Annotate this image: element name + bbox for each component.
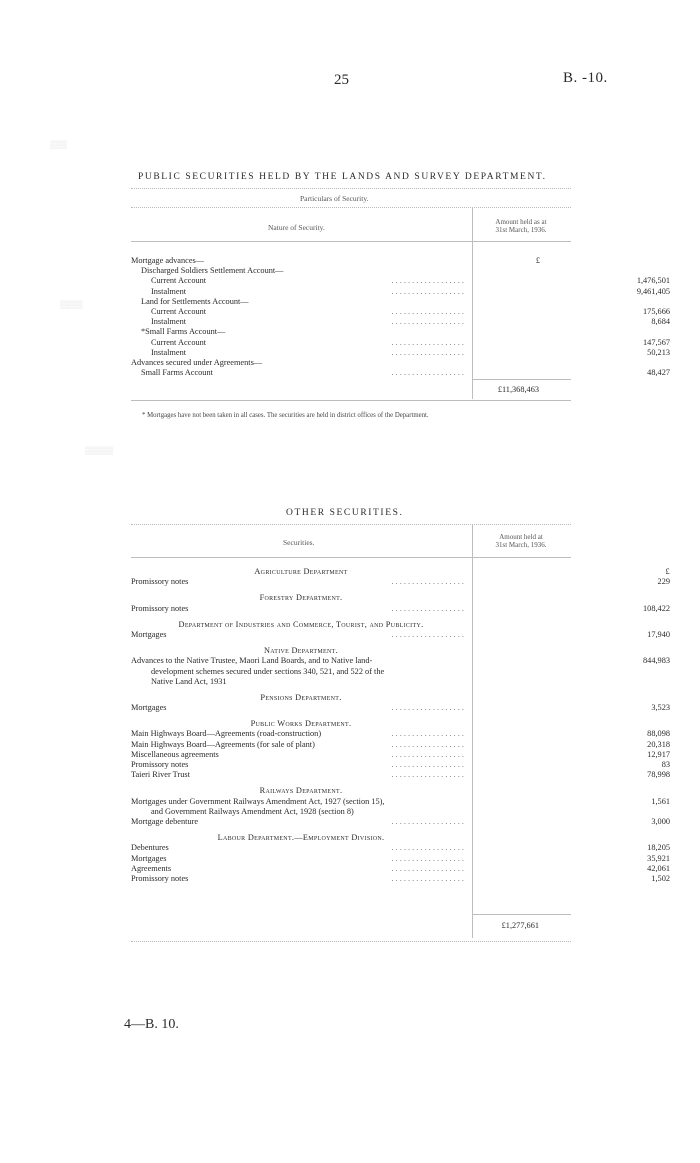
row-label: Mortgage debenture: [131, 816, 199, 826]
leader-dots: . . . . . . . . . . . . . . . . . .: [391, 306, 464, 316]
table2-body: [131, 567, 670, 890]
row-label: Small Farms Account: [141, 368, 213, 378]
row-label: Current Account: [151, 337, 207, 347]
table2-total-rule: [472, 914, 571, 915]
table1-header-group: Particulars of Security.: [300, 194, 369, 203]
leader-dots: . . . . . . . . . . . . . . . . . .: [391, 286, 464, 296]
table1-col-amount-line1: Amount held as at: [495, 218, 547, 226]
leader-dots: . . . . . . . . . . . . . . . . . .: [391, 816, 464, 826]
row-amount: 108,422: [643, 603, 670, 613]
row-amount: 175,666: [643, 306, 670, 316]
leader-dots: . . . . . . . . . . . . . . . . . .: [391, 276, 464, 286]
row-label: Advances secured under Agreements—: [131, 357, 263, 367]
table-row: [131, 853, 670, 864]
document-reference: B. -10.: [563, 70, 608, 86]
table1-bottom-rule: [131, 400, 571, 401]
table2-total: £1,277,661: [501, 921, 539, 930]
row-amount: 3,523: [651, 703, 670, 713]
leader-dots: . . . . . . . . . . . . . . . . . .: [391, 317, 464, 327]
row-amount: 18,205: [647, 843, 670, 853]
table2-title: OTHER SECURITIES.: [286, 508, 404, 518]
page-number: 25: [334, 72, 349, 88]
table-row: [131, 677, 471, 687]
table2-top-rule: [131, 524, 571, 525]
table2-currency: £: [665, 567, 670, 576]
table1-col-nature: Nature of Security.: [268, 223, 325, 232]
row-label: Instalment: [151, 286, 187, 296]
row-amount: 12,917: [647, 749, 670, 759]
table-row: [131, 760, 670, 770]
row-label: Promissory notes: [131, 873, 189, 883]
row-amount: 88,098: [647, 729, 670, 739]
row-label: Advances to the Native Trustee, Maori Land Boards, and to Native land-: [131, 656, 373, 666]
row-amount: 3,000: [651, 816, 670, 826]
row-label: Mortgages under Government Railways Amendment Act, 1927 (section 15),: [131, 796, 385, 806]
leader-dots: . . . . . . . . . . . . . . . . . .: [391, 703, 464, 713]
row-label: Mortgage advances—: [131, 256, 205, 265]
table1-currency: £: [535, 256, 540, 265]
row-label: Land for Settlements Account—: [141, 296, 249, 306]
department-heading: Pensions Department.: [260, 692, 342, 702]
table1-total: £11,368,463: [497, 385, 539, 394]
row-amount: 78,998: [647, 770, 670, 780]
table-row: [131, 656, 670, 666]
table1-total-rule: [472, 379, 571, 380]
row-label: Instalment: [151, 317, 187, 327]
row-amount: 1,476,501: [636, 276, 670, 286]
department-heading: Department of Industries and Commerce, Tourist, and Publicity.: [178, 619, 424, 629]
leader-dots: . . . . . . . . . . . . . . . . . .: [391, 368, 464, 378]
table-row: [131, 749, 670, 760]
section-gap: [131, 884, 471, 890]
row-amount: 83: [661, 760, 670, 769]
table1-column-divider: [472, 207, 473, 399]
row-label: Current Account: [151, 276, 207, 286]
bleed-mark: ▒▒▒: [50, 140, 68, 149]
table-row: [131, 703, 670, 713]
table2-bottom-rule: [131, 941, 571, 942]
bleed-mark: ▒▒▒▒▒: [85, 446, 114, 455]
row-label: Agreements: [131, 863, 172, 873]
table-row: [131, 816, 670, 827]
table-row: [131, 603, 670, 614]
table-row: [131, 667, 471, 677]
department-heading: Railways Department.: [259, 786, 343, 796]
leader-dots: . . . . . . . . . . . . . . . . . .: [391, 577, 464, 587]
table2-col-amount-line1: Amount held at: [499, 533, 543, 541]
row-label: Debentures: [131, 843, 169, 853]
leader-dots: . . . . . . . . . . . . . . . . . .: [391, 739, 464, 749]
leader-dots: . . . . . . . . . . . . . . . . . .: [391, 347, 464, 357]
row-label: Main Highways Board—Agreements (for sale of plant): [131, 739, 315, 749]
table-row: [131, 739, 670, 750]
row-amount: 42,061: [647, 863, 670, 873]
row-label: Promissory notes: [131, 760, 189, 769]
table-row: [131, 863, 670, 874]
row-amount: 147,567: [643, 337, 670, 347]
leader-dots: . . . . . . . . . . . . . . . . . .: [391, 729, 464, 739]
leader-dots: . . . . . . . . . . . . . . . . . .: [391, 770, 464, 780]
row-amount: 35,921: [647, 853, 670, 863]
department-heading: Public Works Department.: [250, 719, 352, 729]
leader-dots: . . . . . . . . . . . . . . . . . .: [391, 749, 464, 759]
row-label: Main Highways Board—Agreements (road-construction): [131, 729, 322, 739]
table-row: [131, 843, 670, 853]
row-amount: 50,213: [647, 347, 670, 357]
row-amount: 844,983: [643, 656, 670, 666]
row-label: Mortgages: [131, 629, 167, 639]
page-footer: 4—B. 10.: [124, 1017, 179, 1032]
row-label: Promissory notes: [131, 603, 189, 613]
leader-dots: . . . . . . . . . . . . . . . . . .: [391, 760, 464, 769]
table1-header-rule: [131, 241, 571, 242]
row-label: Current Account: [151, 306, 207, 316]
row-amount: 229: [657, 577, 670, 587]
table-row: [131, 629, 670, 640]
department-heading: Native Department.: [264, 646, 338, 656]
row-label: and Government Railways Amendment Act, 1928 (section 8): [151, 806, 354, 816]
table1-col-amount-line2: 31st March, 1936.: [495, 226, 547, 234]
table1-rule: [131, 207, 571, 208]
row-label: Mortgages: [131, 853, 167, 863]
table2-col-securities: Securities.: [283, 538, 315, 547]
row-amount: 1,561: [651, 796, 670, 806]
table-row: [131, 796, 670, 807]
table1-col-amount: [478, 218, 564, 234]
row-label: Discharged Soldiers Settlement Account—: [141, 266, 284, 276]
row-label: Mortgages: [131, 703, 167, 713]
row-label: Miscellaneous agreements: [131, 749, 219, 759]
row-label: development schemes secured under sections 340, 521, and 522 of the: [151, 666, 385, 676]
table1-title: PUBLIC SECURITIES HELD BY THE LANDS AND SURVEY DEPARTMENT.: [138, 172, 547, 182]
table2-col-amount-line2: 31st March, 1936.: [495, 541, 547, 549]
table2-header-rule: [131, 557, 571, 558]
row-amount: 9,461,405: [636, 286, 670, 296]
row-label: *Small Farms Account—: [141, 327, 226, 337]
table-row: [131, 873, 670, 884]
leader-dots: . . . . . . . . . . . . . . . . . .: [391, 873, 464, 883]
row-label: Native Land Act, 1931: [151, 676, 227, 686]
row-label: Promissory notes: [131, 577, 189, 587]
leader-dots: . . . . . . . . . . . . . . . . . .: [391, 629, 464, 639]
bleed-mark: ▒▒▒▒: [60, 300, 83, 309]
table-row: [131, 807, 471, 817]
row-amount: 17,940: [647, 629, 670, 639]
row-amount: 8,684: [651, 317, 670, 327]
table2-column-divider: [472, 524, 473, 938]
row-label: Taieri River Trust: [131, 770, 190, 780]
table-row: [131, 729, 670, 739]
row-amount: 20,318: [647, 739, 670, 749]
leader-dots: . . . . . . . . . . . . . . . . . .: [391, 337, 464, 347]
row-amount: 48,427: [647, 368, 670, 378]
department-heading: Labour Department.—Employment Division.: [217, 833, 385, 843]
department-heading: Agriculture Department £: [254, 567, 670, 576]
department-heading: Forestry Department.: [259, 593, 343, 603]
row-amount: 1,502: [651, 873, 670, 883]
leader-dots: . . . . . . . . . . . . . . . . . .: [391, 843, 464, 853]
table1-footnote: * Mortgages have not been taken in all cases. The securities are held in district offices of the Department.: [142, 412, 429, 419]
table2-col-amount: [478, 533, 564, 549]
leader-dots: . . . . . . . . . . . . . . . . . .: [391, 853, 464, 863]
row-label: Instalment: [151, 347, 187, 357]
table-row: [131, 577, 670, 587]
table-row: [131, 770, 670, 780]
leader-dots: . . . . . . . . . . . . . . . . . .: [391, 603, 464, 613]
table1-top-rule: [131, 188, 571, 189]
leader-dots: . . . . . . . . . . . . . . . . . .: [391, 863, 464, 873]
